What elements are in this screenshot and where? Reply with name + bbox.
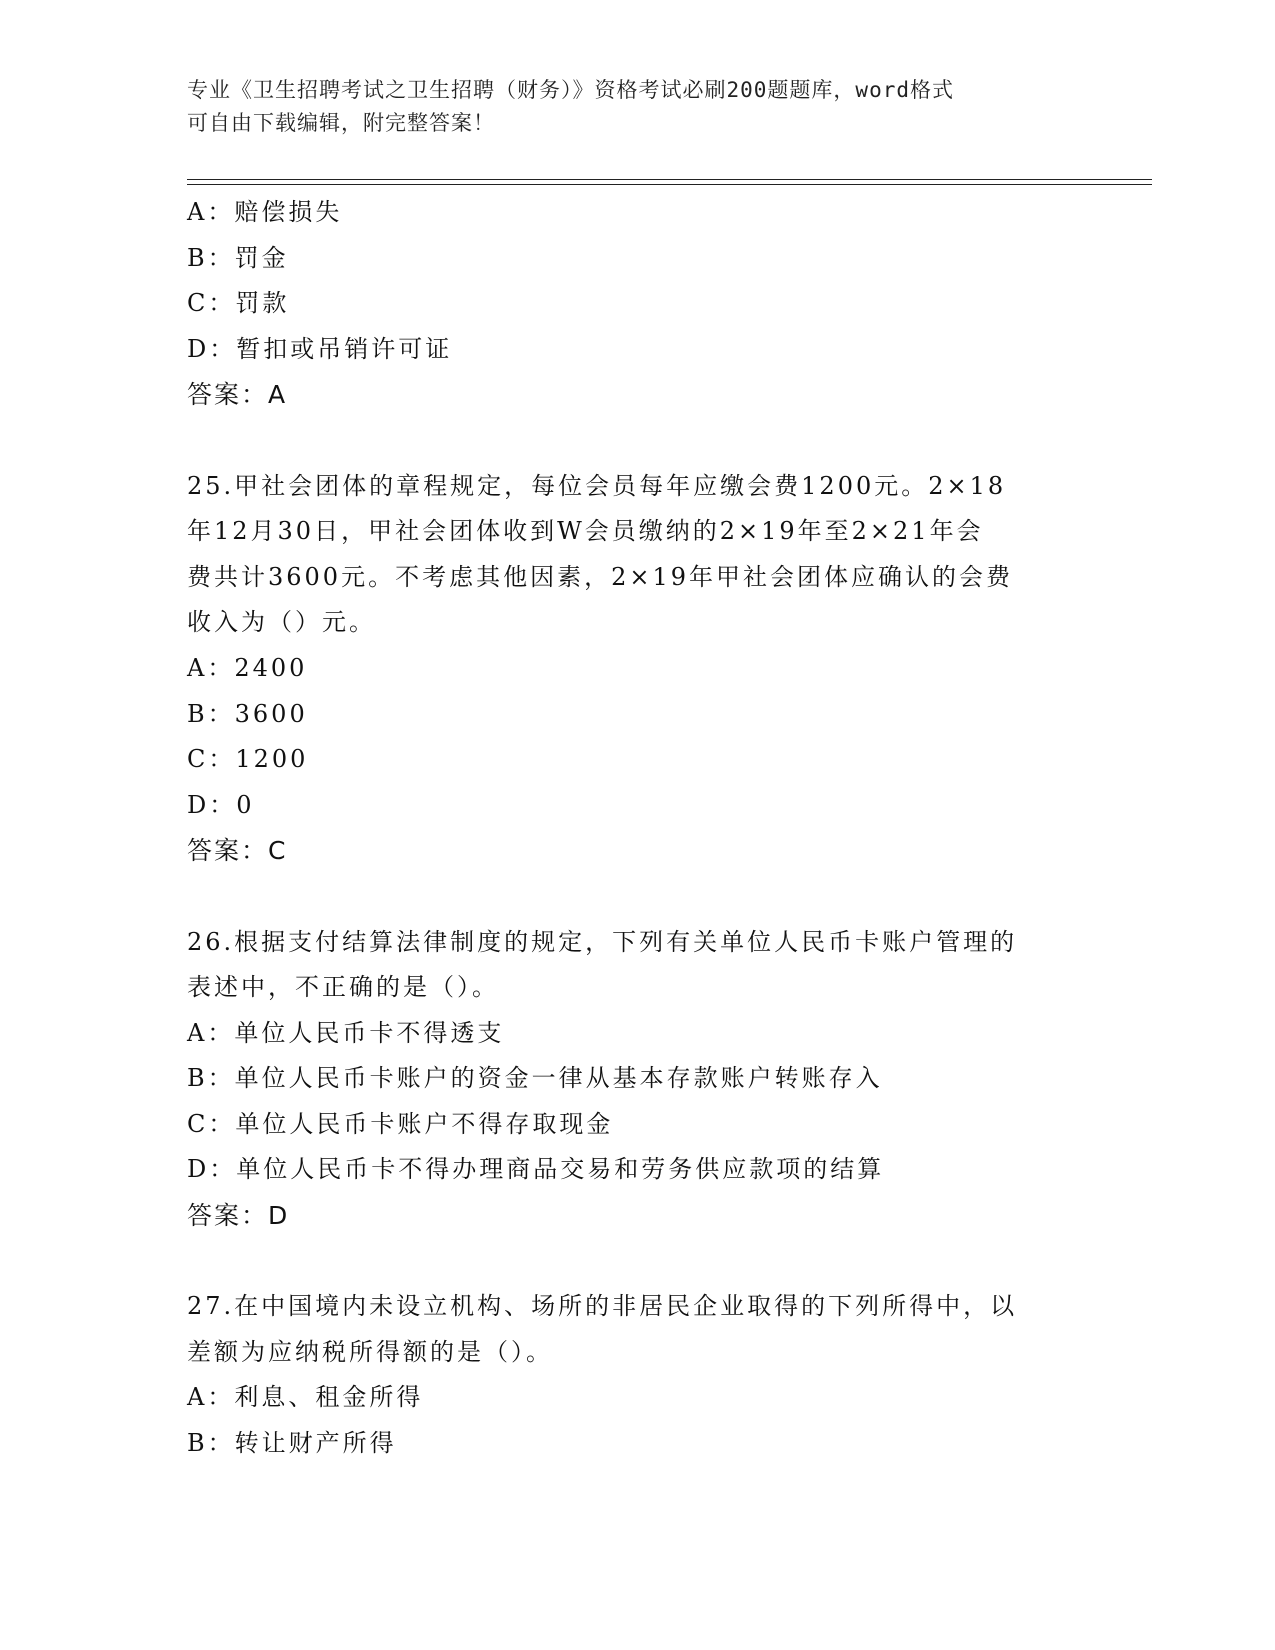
option-b: B：转让财产所得 bbox=[187, 1429, 397, 1458]
option-d: D：单位人民币卡不得办理商品交易和劳务供应款项的结算 bbox=[187, 1155, 885, 1184]
page-header bbox=[187, 74, 1067, 140]
question-text-line: 收入为（）元。 bbox=[187, 608, 376, 637]
header-divider bbox=[187, 184, 1152, 185]
question-text-line: 27.在中国境内未设立机构、场所的非居民企业取得的下列所得中，以 bbox=[187, 1292, 1018, 1321]
spacer bbox=[187, 418, 1087, 464]
header-line-1: 专业《卫生招聘考试之卫生招聘（财务）》资格考试必刷200题题库，word格式 bbox=[187, 78, 954, 102]
question-text-line: 表述中，不正确的是（）。 bbox=[187, 973, 499, 1002]
option-d: D：暂扣或吊销许可证 bbox=[187, 334, 453, 363]
document-body bbox=[187, 190, 1087, 1467]
option-c: C：罚款 bbox=[187, 289, 290, 318]
option-a: A：2400 bbox=[187, 653, 308, 682]
option-a: A：利息、租金所得 bbox=[187, 1383, 424, 1412]
option-a: A：单位人民币卡不得透支 bbox=[187, 1018, 505, 1047]
question-25 bbox=[187, 464, 1087, 874]
answer: 答案：C bbox=[187, 836, 288, 866]
option-a: A：赔偿损失 bbox=[187, 198, 343, 226]
option-b: B：罚金 bbox=[187, 243, 289, 272]
option-d: D：0 bbox=[187, 790, 255, 819]
question-27 bbox=[187, 1284, 1087, 1466]
question-text-line: 年12月30日，甲社会团体收到W会员缴纳的2×19年至2×21年会 bbox=[187, 517, 984, 546]
option-c: C：1200 bbox=[187, 745, 309, 774]
spacer bbox=[187, 874, 1087, 920]
option-b: B：3600 bbox=[187, 699, 308, 728]
question-24 bbox=[187, 190, 1087, 418]
header-divider bbox=[187, 179, 1152, 180]
header-line-2: 可自由下载编辑，附完整答案！ bbox=[187, 111, 495, 135]
option-b: B：单位人民币卡账户的资金一律从基本存款账户转账存入 bbox=[187, 1064, 883, 1093]
spacer bbox=[187, 1239, 1087, 1285]
question-26 bbox=[187, 920, 1087, 1239]
answer: 答案：A bbox=[187, 380, 288, 410]
option-c: C：单位人民币卡账户不得存取现金 bbox=[187, 1109, 614, 1138]
question-text-line: 26.根据支付结算法律制度的规定，下列有关单位人民币卡账户管理的 bbox=[187, 927, 1018, 956]
answer: 答案：D bbox=[187, 1201, 290, 1231]
question-text-line: 差额为应纳税所得额的是（）。 bbox=[187, 1337, 553, 1366]
question-text-line: 费共计3600元。不考虑其他因素，2×19年甲社会团体应确认的会费 bbox=[187, 562, 1013, 591]
question-text-line: 25.甲社会团体的章程规定，每位会员每年应缴会费1200元。2×18 bbox=[187, 471, 1007, 500]
